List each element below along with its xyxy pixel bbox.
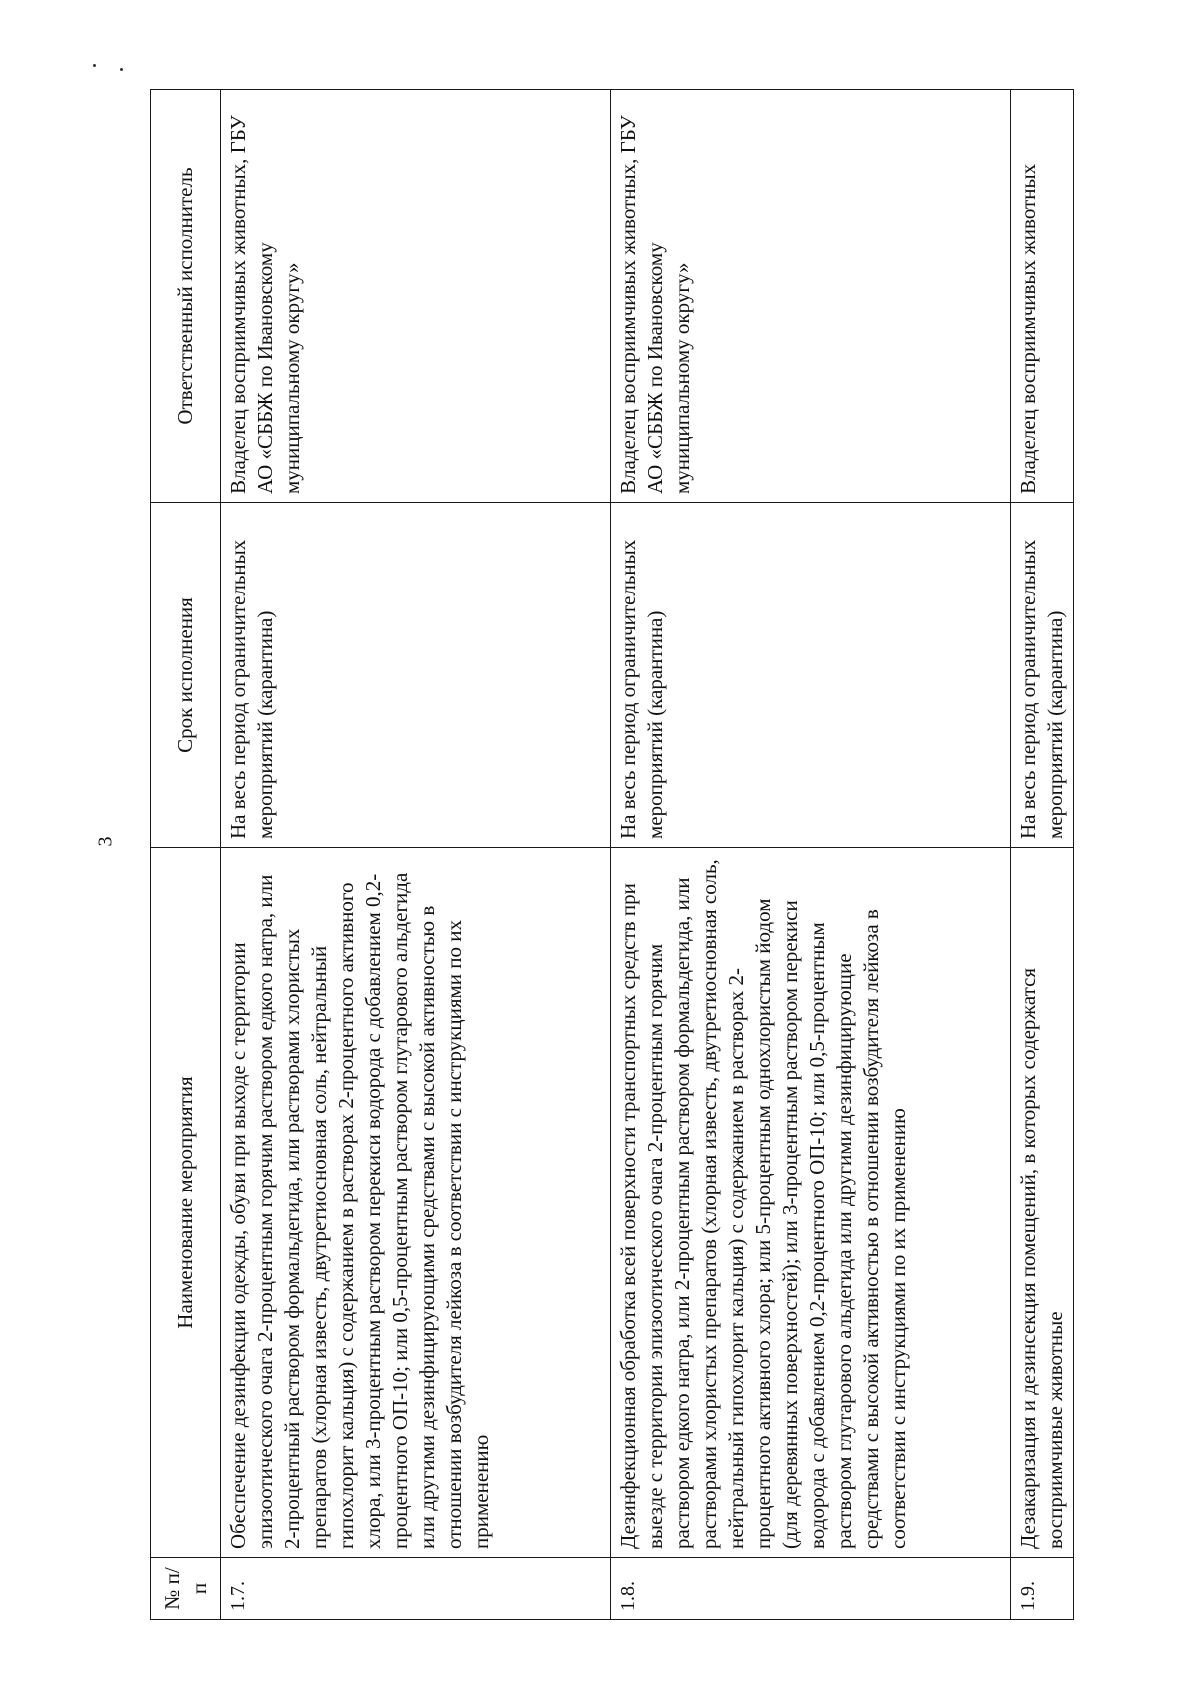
row-name: Дезакаризация и дезинсекция помещений, в которых содержатся восприимчивые животные bbox=[1011, 848, 1074, 1558]
row-responsible: Владелец восприимчивых животных, ГБУ АО «СББЖ по Ивановскому муниципальному округу» bbox=[221, 90, 611, 503]
measures-table bbox=[150, 89, 1074, 1620]
row-num: 1.8. bbox=[611, 1558, 1011, 1620]
header-num: № п/п bbox=[151, 1558, 221, 1620]
table-row bbox=[1011, 90, 1074, 1620]
header-responsible: Ответственный исполнитель bbox=[151, 90, 221, 503]
row-name: Обеспечение дезинфекции одежды, обуви при выходе с территории эпизоотического очага 2-процентным горячим раствором едкого натра, или 2-процентный раствором формальдегида, или растворами хлористых препаратов (хлорная известь, двутретиосновная соль, нейтральный гипохлорит кальция) с содержанием в растворах 2-процентного активного хлора, или 3-процентным раствором перекиси водорода с добавлением 0,2-процентного ОП-10; или 0,5-процентным раствором глутарового альдегида или другими дезинфицирующими средствами с высокой активностью в отношении возбудителя лейкоза в соответствии с инструкциями по их применению bbox=[221, 848, 611, 1558]
row-term: На весь период ограничительных мероприятий (карантина) bbox=[611, 503, 1011, 848]
table-header-row bbox=[151, 90, 221, 1620]
header-name: Наименование мероприятия bbox=[151, 848, 221, 1558]
row-responsible: Владелец восприимчивых животных bbox=[1011, 90, 1074, 503]
row-name: Дезинфекционная обработка всей поверхности транспортных средств при выезде с территории эпизоотического очага 2-процентным горячим раствором едкого натра, или 2-процентным раствором формальдегида, или растворами хлористых препаратов (хлорная известь, двутретиосновная соль, нейтральный гипохлорит кальция) с содержанием в растворах 2-процентного активного хлора; или 5-процентным однохлористым йодом (для деревянных поверхностей); или 3-процентным раствором перекиси водорода с добавлением 0,2-процентного ОП-10; или 0,5-процентным раствором глутарового альдегида или другими дезинфицирующие средствами с высокой активностью в отношении возбудителя лейкоза в соответствии с инструкциями по их применению bbox=[611, 848, 1011, 1558]
rotated-document-sheet bbox=[150, 90, 1067, 1620]
row-num: 1.9. bbox=[1011, 1558, 1074, 1620]
row-term: На весь период ограничительных мероприятий (карантина) bbox=[1011, 503, 1074, 848]
table-row bbox=[221, 90, 611, 1620]
scan-speck bbox=[93, 64, 96, 67]
row-responsible: Владелец восприимчивых животных, ГБУ АО «СББЖ по Ивановскому муниципальному округу» bbox=[611, 90, 1011, 503]
header-term: Срок исполнения bbox=[151, 503, 221, 848]
row-term: На весь период ограничительных мероприятий (карантина) bbox=[221, 503, 611, 848]
scan-speck bbox=[120, 68, 123, 71]
row-num: 1.7. bbox=[221, 1558, 611, 1620]
page-number: 3 bbox=[94, 836, 117, 847]
table-row bbox=[611, 90, 1011, 1620]
